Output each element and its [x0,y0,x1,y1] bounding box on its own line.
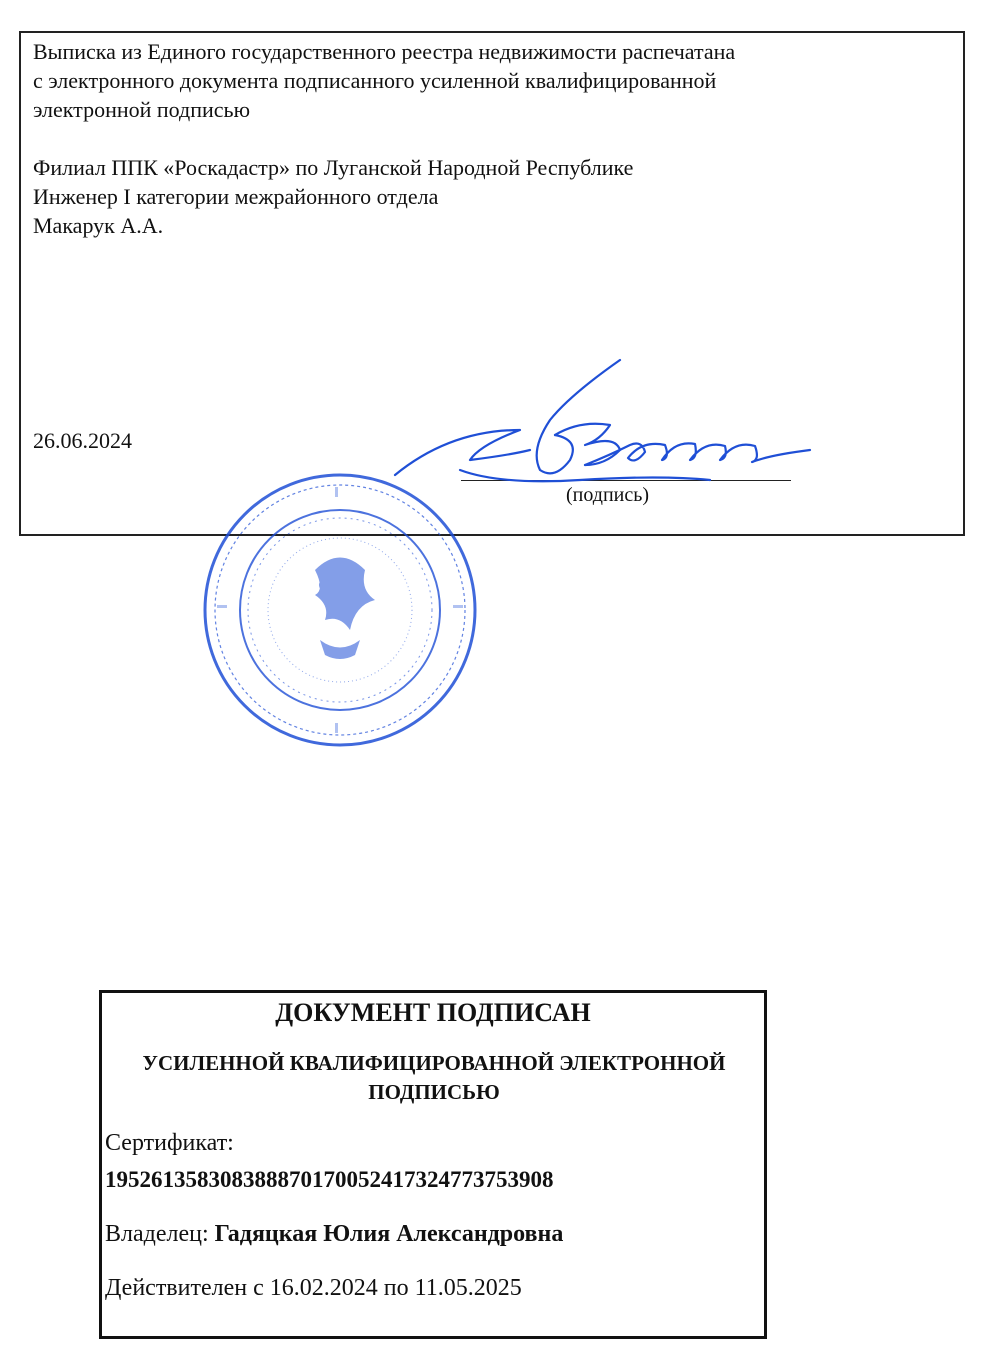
org-position: Инженер I категории межрайонного отдела [33,184,439,209]
org-person: Макарук А.А. [33,213,164,238]
extract-notice-text [33,37,735,240]
notice-line-1: Выписка из Единого государственного реестра недвижимости распечатана [33,39,736,64]
extract-date: 26.06.2024 [33,428,132,453]
certificate-owner [105,1221,563,1248]
notice-line-2: с электронного документа подписанного усиленной квалифицированной [33,68,717,93]
org-branch: Филиал ППК «Роскадастр» по Луганской Народной Республике [33,155,634,180]
certificate-title: ДОКУМЕНТ ПОДПИСАН [275,998,591,1027]
certificate-subtitle: УСИЛЕННОЙ КВАЛИФИЦИРОВАННОЙ ЭЛЕКТРОННОЙ ПОДПИСЬЮ [142,1051,726,1104]
certificate-label: Сертификат: [105,1130,234,1156]
notice-line-3: электронной подписью [33,97,251,122]
owner-label: Владелец: [105,1221,215,1247]
certificate-number: 195261358308388870170052417324773753908 [105,1167,554,1192]
signature-certificate-box [99,990,767,1339]
certificate-validity: Действителен с 16.02.2024 по 11.05.2025 [105,1275,522,1301]
handwritten-signature [380,340,830,510]
signature-caption: (подпись) [566,484,650,506]
owner-name: Гадяцкая Юлия Александровна [214,1221,564,1247]
